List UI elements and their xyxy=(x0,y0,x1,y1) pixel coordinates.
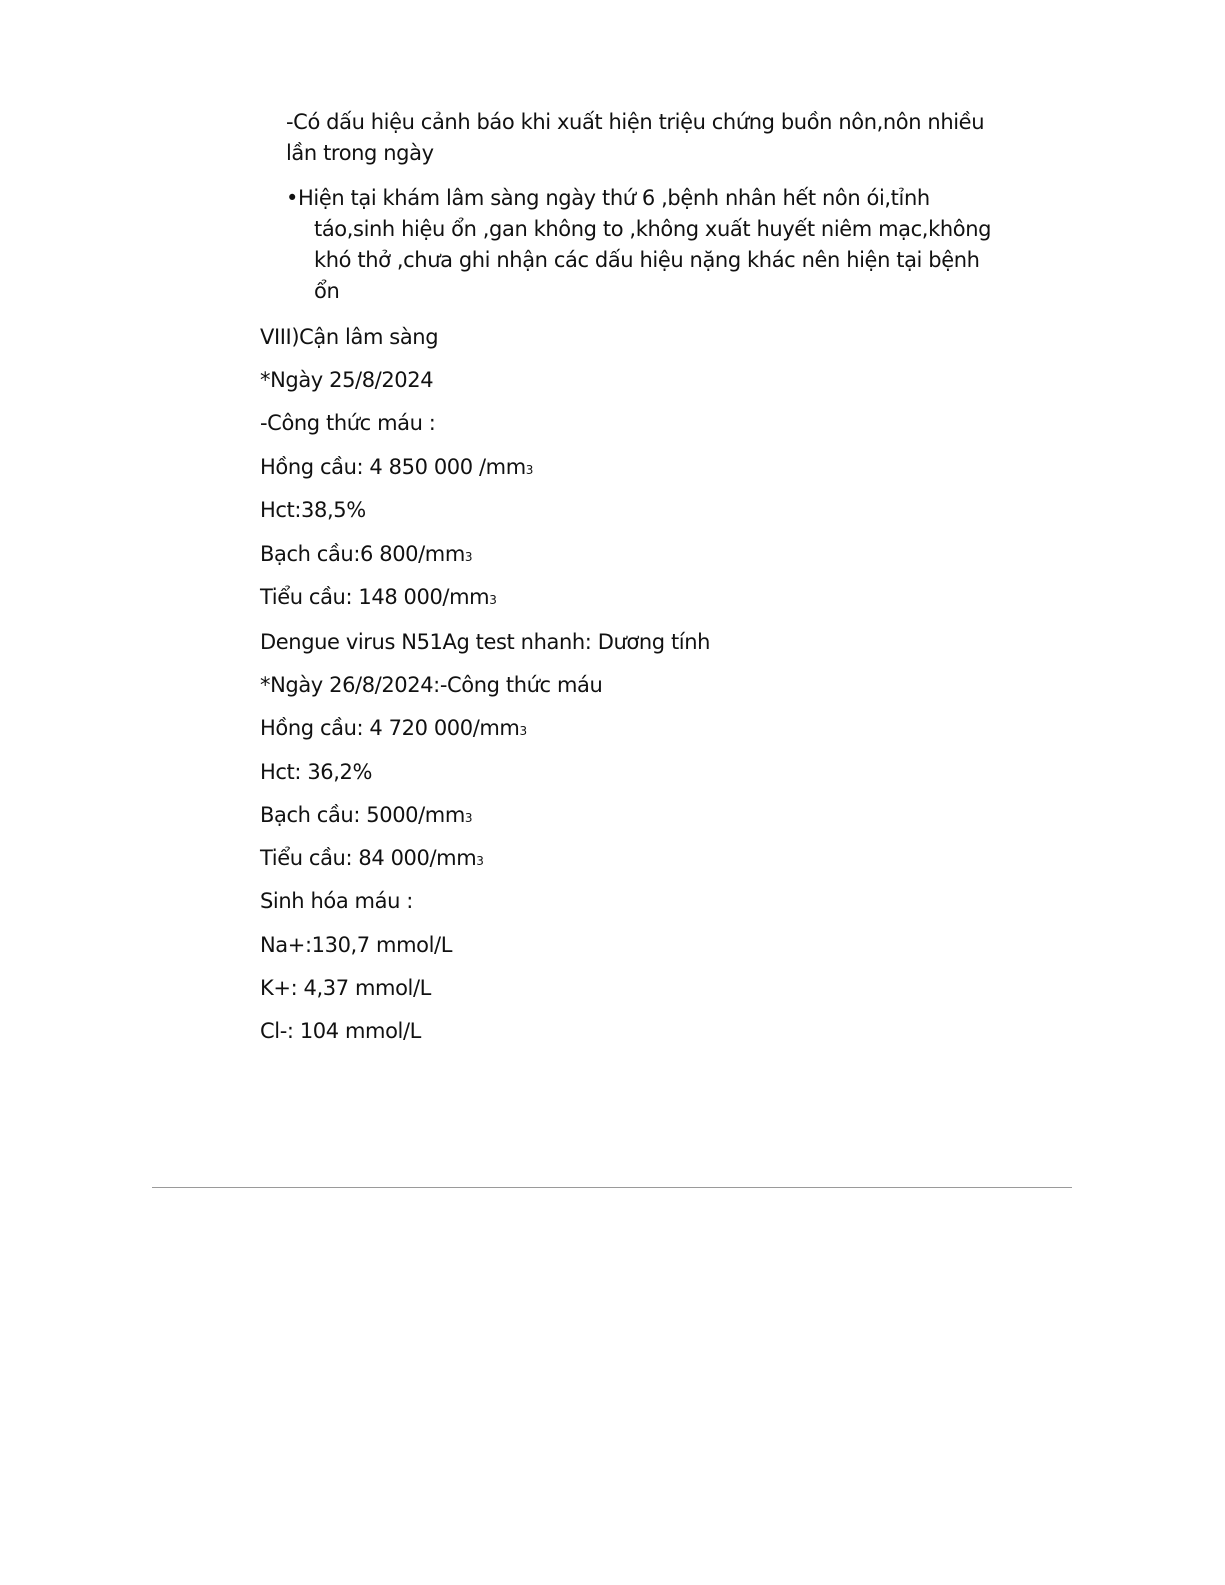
page-divider xyxy=(152,1187,1072,1188)
day2-hct: Hct: 36,2% xyxy=(260,760,373,784)
current-exam-line-2: táo,sinh hiệu ổn ,gan không to ,không xuất huyết niêm mạc,không xyxy=(314,217,992,241)
day2-rbc: Hồng cầu: 4 720 000/mm3 xyxy=(260,716,528,740)
bullet: • xyxy=(286,186,298,210)
warning-line-1: -Có dấu hiệu cảnh báo khi xuất hiện triệu chứng buồn nôn,nôn nhiều xyxy=(286,110,985,134)
day2-wbc: Bạch cầu: 5000/mm3 xyxy=(260,803,473,827)
day2-date-cbc: *Ngày 26/8/2024:-Công thức máu xyxy=(260,673,603,697)
day2-cl: Cl-: 104 mmol/L xyxy=(260,1019,421,1043)
current-exam-line-4: ổn xyxy=(314,279,340,303)
day1-wbc: Bạch cầu:6 800/mm3 xyxy=(260,542,473,566)
current-exam-line-1: •Hiện tại khám lâm sàng ngày thứ 6 ,bệnh nhân hết nôn ói,tỉnh xyxy=(286,186,930,210)
day1-date: *Ngày 25/8/2024 xyxy=(260,368,434,392)
day2-plt: Tiểu cầu: 84 000/mm3 xyxy=(260,846,484,870)
day2-na: Na+:130,7 mmol/L xyxy=(260,933,453,957)
section-title: VIII)Cận lâm sàng xyxy=(260,325,439,349)
day1-plt: Tiểu cầu: 148 000/mm3 xyxy=(260,585,497,609)
current-exam-line-3: khó thở ,chưa ghi nhận các dấu hiệu nặng khác nên hiện tại bệnh xyxy=(314,248,980,272)
warning-line-2: lần trong ngày xyxy=(286,141,434,165)
day1-dengue: Dengue virus N51Ag test nhanh: Dương tính xyxy=(260,630,711,654)
day2-biochem-title: Sinh hóa máu : xyxy=(260,889,413,913)
day2-k: K+: 4,37 mmol/L xyxy=(260,976,431,1000)
day1-rbc: Hồng cầu: 4 850 000 /mm3 xyxy=(260,455,534,479)
day1-hct: Hct:38,5% xyxy=(260,498,366,522)
day1-cbc-title: -Công thức máu : xyxy=(260,411,436,435)
